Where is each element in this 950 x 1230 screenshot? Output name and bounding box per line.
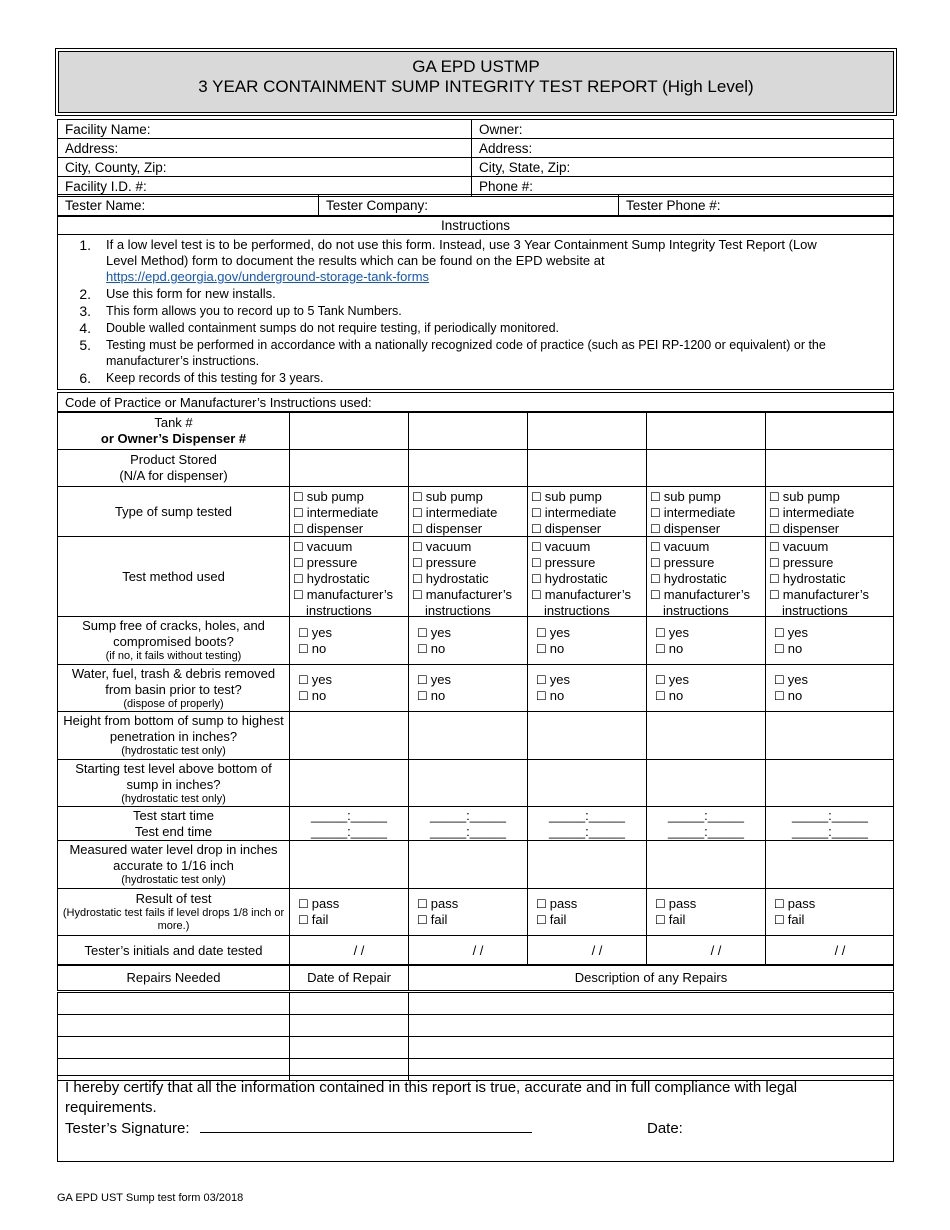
hydrostatic-checkbox[interactable]: ☐ hydrostatic [412,571,527,587]
test-method-options [409,537,528,617]
signature-label: Tester’s Signature: [65,1120,190,1137]
tester-initials-input[interactable]: / / [409,936,528,966]
test-time-input[interactable]: _____:_____ _____:_____ [528,807,647,841]
repair-date-input[interactable] [290,1037,409,1059]
product-stored-input[interactable] [290,450,409,487]
product-stored-input[interactable] [409,450,528,487]
no-checkbox[interactable]: ☐ no [417,688,527,704]
tester-company-field[interactable]: Tester Company: [318,195,618,215]
yes-checkbox[interactable]: ☐ yes [298,625,408,641]
facility-address-field[interactable]: Address: [65,140,119,156]
test-time-input[interactable]: _____:_____ _____:_____ [290,807,409,841]
sub-pump-checkbox[interactable]: ☐ sub pump [650,489,765,505]
no-checkbox[interactable]: ☐ no [655,641,765,657]
manufacturers-checkbox[interactable]: ☐ manufacturer’s [412,587,527,603]
tank-number-input[interactable] [528,413,647,450]
intermediate-checkbox[interactable]: ☐ intermediate [531,505,646,521]
fail-checkbox[interactable]: ☐ fail [774,912,894,928]
penetration-height-input[interactable] [647,712,766,760]
repair-date-header: Date of Repair [290,965,409,991]
no-checkbox[interactable]: ☐ no [655,688,765,704]
test-time-input[interactable]: _____:_____ _____:_____ [647,807,766,841]
instructions-label: instructions [306,603,372,617]
hydrostatic-checkbox[interactable]: ☐ hydrostatic [769,571,894,587]
tester-phone-field[interactable]: Tester Phone #: [618,195,893,215]
instruction-text: If a low level test is to be performed, do not use this form. Instead, use 3 Year Containment Sump Integrity Test Report (Low Level Method) form to document the results which can be found on the EPD website at [106,237,817,268]
penetration-height-label: Height from bottom of sump to highest penetration in inches? (hydrostatic test only) [58,712,290,760]
test-result-options [290,889,409,936]
test-result-options [647,889,766,936]
no-checkbox[interactable]: ☐ no [774,688,894,704]
penetration-height-input[interactable] [290,712,409,760]
vacuum-checkbox[interactable]: ☐ vacuum [531,539,646,555]
instruction-item: 3. This form allows you to record up to 5 Tank Numbers. [58,303,893,319]
facility-id-field[interactable]: Facility I.D. #: [65,179,147,194]
facility-name-field[interactable]: Facility Name: [65,121,151,137]
test-time-input[interactable]: _____:_____ _____:_____ [766,807,894,841]
debris-removed-label: Water, fuel, trash & debris removed from basin prior to test? (dispose of properly) [58,665,290,712]
vacuum-checkbox[interactable]: ☐ vacuum [650,539,765,555]
repair-needed-input[interactable] [58,1037,290,1059]
title-report-name: 3 YEAR CONTAINMENT SUMP INTEGRITY TEST REPORT (High Level) [198,77,754,96]
instruction-item: 2. Use this form for new installs. [58,286,893,302]
title-banner [58,51,894,113]
no-checkbox[interactable]: ☐ no [417,641,527,657]
instructions-label: instructions [544,603,610,617]
test-results-grid [57,486,894,966]
dispenser-checkbox[interactable]: ☐ dispenser [412,521,527,537]
repair-needed-input[interactable] [58,1015,290,1037]
sump-type-label: Type of sump tested [58,487,290,537]
code-of-practice-row [57,392,894,412]
test-result-options [409,889,528,936]
debris-removed-options [766,665,894,712]
owner-field[interactable]: Owner: [471,120,893,138]
level-drop-input[interactable] [647,841,766,889]
pass-checkbox[interactable]: ☐ pass [536,896,646,912]
test-method-label: Test method used [58,537,290,617]
pass-checkbox[interactable]: ☐ pass [655,896,765,912]
fail-checkbox[interactable]: ☐ fail [417,912,527,928]
repair-date-input[interactable] [290,1015,409,1037]
fail-checkbox[interactable]: ☐ fail [298,912,408,928]
no-checkbox[interactable]: ☐ no [536,688,646,704]
sump-type-options [528,487,647,537]
debris-removed-options [528,665,647,712]
signature-line[interactable] [200,1119,532,1133]
tester-name-field[interactable]: Tester Name: [65,197,146,213]
vacuum-checkbox[interactable]: ☐ vacuum [769,539,894,555]
sump-integrity-label: Sump free of cracks, holes, and compromised boots? (if no, it fails without testing) [58,617,290,665]
sump-type-options [409,487,528,537]
sump-integrity-options [409,617,528,665]
pass-checkbox[interactable]: ☐ pass [298,896,408,912]
penetration-height-input[interactable] [528,712,647,760]
sump-type-options [290,487,409,537]
tank-number-input[interactable] [409,413,528,450]
repair-date-input[interactable] [290,993,409,1015]
certification-date-label: Date: [647,1120,683,1137]
starting-level-input[interactable] [409,760,528,807]
instructions-heading: Instructions [58,217,893,235]
sump-type-options [766,487,894,537]
manufacturers-checkbox[interactable]: ☐ manufacturer’s [650,587,765,603]
test-result-label: Result of test (Hydrostatic test fails if level drops 1/8 inch or more.) [58,889,290,936]
pressure-checkbox[interactable]: ☐ pressure [650,555,765,571]
intermediate-checkbox[interactable]: ☐ intermediate [412,505,527,521]
dispenser-checkbox[interactable]: ☐ dispenser [769,521,894,537]
dispenser-checkbox[interactable]: ☐ dispenser [293,521,408,537]
tester-initials-label: Tester’s initials and date tested [58,936,290,966]
tester-initials-input[interactable]: / / [528,936,647,966]
product-stored-label: Product Stored (N/A for dispenser) [58,450,290,487]
penetration-height-input[interactable] [409,712,528,760]
instructions-label: instructions [782,603,848,617]
title-box [55,48,897,116]
instruction-item: 6. Keep records of this testing for 3 years. [58,370,893,386]
sub-pump-checkbox[interactable]: ☐ sub pump [412,489,527,505]
pass-checkbox[interactable]: ☐ pass [417,896,527,912]
tank-number-input[interactable] [647,413,766,450]
form-footer: GA EPD UST Sump test form 03/2018 [57,1192,244,1204]
test-method-options [290,537,409,617]
tester-initials-input[interactable]: / / [766,936,894,966]
starting-level-input[interactable] [290,760,409,807]
repair-description-input[interactable] [409,1037,893,1059]
starting-level-input[interactable] [766,760,894,807]
sump-type-options [647,487,766,537]
pressure-checkbox[interactable]: ☐ pressure [412,555,527,571]
manufacturers-checkbox[interactable]: ☐ manufacturer’s [769,587,894,603]
no-checkbox[interactable]: ☐ no [298,688,408,704]
owner-city-field[interactable]: City, State, Zip: [471,158,893,176]
instructions-label: instructions [663,603,729,617]
instruction-text: Double walled containment sumps do not require testing, if periodically monitored. [106,321,560,335]
yes-checkbox[interactable]: ☐ yes [774,625,894,641]
certification-box [57,1075,894,1162]
tank-number-input[interactable] [290,413,409,450]
test-time-label: Test start time Test end time [58,807,290,841]
intermediate-checkbox[interactable]: ☐ intermediate [650,505,765,521]
fail-checkbox[interactable]: ☐ fail [536,912,646,928]
hydrostatic-checkbox[interactable]: ☐ hydrostatic [293,571,408,587]
yes-checkbox[interactable]: ☐ yes [417,625,527,641]
vacuum-checkbox[interactable]: ☐ vacuum [293,539,408,555]
instruction-item: 4. Double walled containment sumps do not require testing, if periodically monitored. [58,320,893,336]
sub-pump-checkbox[interactable]: ☐ sub pump [531,489,646,505]
sump-integrity-options [528,617,647,665]
title-agency: GA EPD USTMP [412,57,540,76]
repair-description-header: Description of any Repairs [409,965,893,991]
no-checkbox[interactable]: ☐ no [536,641,646,657]
sump-integrity-options [766,617,894,665]
test-result-options [528,889,647,936]
pressure-checkbox[interactable]: ☐ pressure [769,555,894,571]
test-result-options [766,889,894,936]
penetration-height-input[interactable] [766,712,894,760]
test-method-options [766,537,894,617]
owner-phone-field[interactable]: Phone #: [471,177,893,196]
starting-level-label: Starting test level above bottom of sump in inches? (hydrostatic test only) [58,760,290,807]
instruction-item: 1. If a low level test is to be performed, do not use this form. Instead, use 3 Year Containment Sump Integrity Test Report (Low Level Method) form to document the results which can be found on the EPD website at https://epd.georgia.gov/underground-storage-tank-forms [79,237,817,284]
tester-initials-input[interactable]: / / [647,936,766,966]
starting-level-input[interactable] [647,760,766,807]
pressure-checkbox[interactable]: ☐ pressure [293,555,408,571]
product-stored-input[interactable] [647,450,766,487]
pressure-checkbox[interactable]: ☐ pressure [531,555,646,571]
instructions-label: instructions [425,603,491,617]
sump-integrity-options [647,617,766,665]
sump-integrity-options [290,617,409,665]
debris-removed-options [409,665,528,712]
repair-description-input[interactable] [409,1015,893,1037]
test-time-input[interactable]: _____:_____ _____:_____ [409,807,528,841]
instructions-list [58,235,893,389]
instruction-item: 5. Testing must be performed in accordance with a nationally recognized code of practice (such as PEI RP-1200 or equivalent) or the manufacturer’s instructions. [58,337,893,369]
pass-checkbox[interactable]: ☐ pass [774,896,894,912]
product-stored-input[interactable] [766,450,894,487]
level-drop-label: Measured water level drop in inches accurate to 1/16 inch (hydrostatic test only) [58,841,290,889]
yes-checkbox[interactable]: ☐ yes [655,672,765,688]
level-drop-input[interactable] [528,841,647,889]
dispenser-checkbox[interactable]: ☐ dispenser [531,521,646,537]
vacuum-checkbox[interactable]: ☐ vacuum [412,539,527,555]
yes-checkbox[interactable]: ☐ yes [536,625,646,641]
hydrostatic-checkbox[interactable]: ☐ hydrostatic [531,571,646,587]
repairs-table [57,992,894,1081]
instruction-text: This form allows you to record up to 5 Tank Numbers. [106,304,402,318]
level-drop-input[interactable] [290,841,409,889]
repair-needed-input[interactable] [58,993,290,1015]
tester-info-table [57,194,894,216]
product-stored-input[interactable] [528,450,647,487]
manufacturers-checkbox[interactable]: ☐ manufacturer’s [531,587,646,603]
sub-pump-checkbox[interactable]: ☐ sub pump [293,489,408,505]
yes-checkbox[interactable]: ☐ yes [417,672,527,688]
sub-pump-checkbox[interactable]: ☐ sub pump [769,489,894,505]
repairs-needed-header: Repairs Needed [58,965,290,991]
starting-level-input[interactable] [528,760,647,807]
fail-checkbox[interactable]: ☐ fail [655,912,765,928]
dispenser-checkbox[interactable]: ☐ dispenser [650,521,765,537]
tank-header-grid [57,412,894,487]
test-method-options [528,537,647,617]
yes-checkbox[interactable]: ☐ yes [298,672,408,688]
instruction-text: Testing must be performed in accordance with a nationally recognized code of practice (such as PEI RP-1200 or equivalent) or the manufacturer’s instructions. [106,338,826,368]
level-drop-input[interactable] [766,841,894,889]
certification-text: I hereby certify that all the information contained in this report is true, accurate and in full compliance with legal requirements. [65,1079,798,1116]
tank-number-input[interactable] [766,413,894,450]
no-checkbox[interactable]: ☐ no [298,641,408,657]
instructions-box [57,216,894,390]
tester-initials-input[interactable]: / / [290,936,409,966]
yes-checkbox[interactable]: ☐ yes [774,672,894,688]
debris-removed-options [647,665,766,712]
yes-checkbox[interactable]: ☐ yes [536,672,646,688]
repair-description-input[interactable] [409,993,893,1015]
intermediate-checkbox[interactable]: ☐ intermediate [769,505,894,521]
hydrostatic-checkbox[interactable]: ☐ hydrostatic [650,571,765,587]
intermediate-checkbox[interactable]: ☐ intermediate [293,505,408,521]
test-method-options [647,537,766,617]
instruction-text: Use this form for new installs. [106,286,276,301]
code-of-practice-field[interactable]: Code of Practice or Manufacturer’s Instructions used: [65,394,372,410]
debris-removed-options [290,665,409,712]
facility-info-table [57,119,894,197]
no-checkbox[interactable]: ☐ no [774,641,894,657]
owner-address-field[interactable]: Address: [471,139,893,157]
yes-checkbox[interactable]: ☐ yes [655,625,765,641]
instruction-text: Keep records of this testing for 3 years. [106,371,324,385]
level-drop-input[interactable] [409,841,528,889]
tank-number-label: Tank # or Owner’s Dispenser # [58,413,290,450]
epd-forms-link[interactable]: https://epd.georgia.gov/underground-storage-tank-forms [106,269,430,284]
manufacturers-checkbox[interactable]: ☐ manufacturer’s [293,587,408,603]
facility-city-field[interactable]: City, County, Zip: [65,159,167,175]
repairs-header [57,964,894,991]
